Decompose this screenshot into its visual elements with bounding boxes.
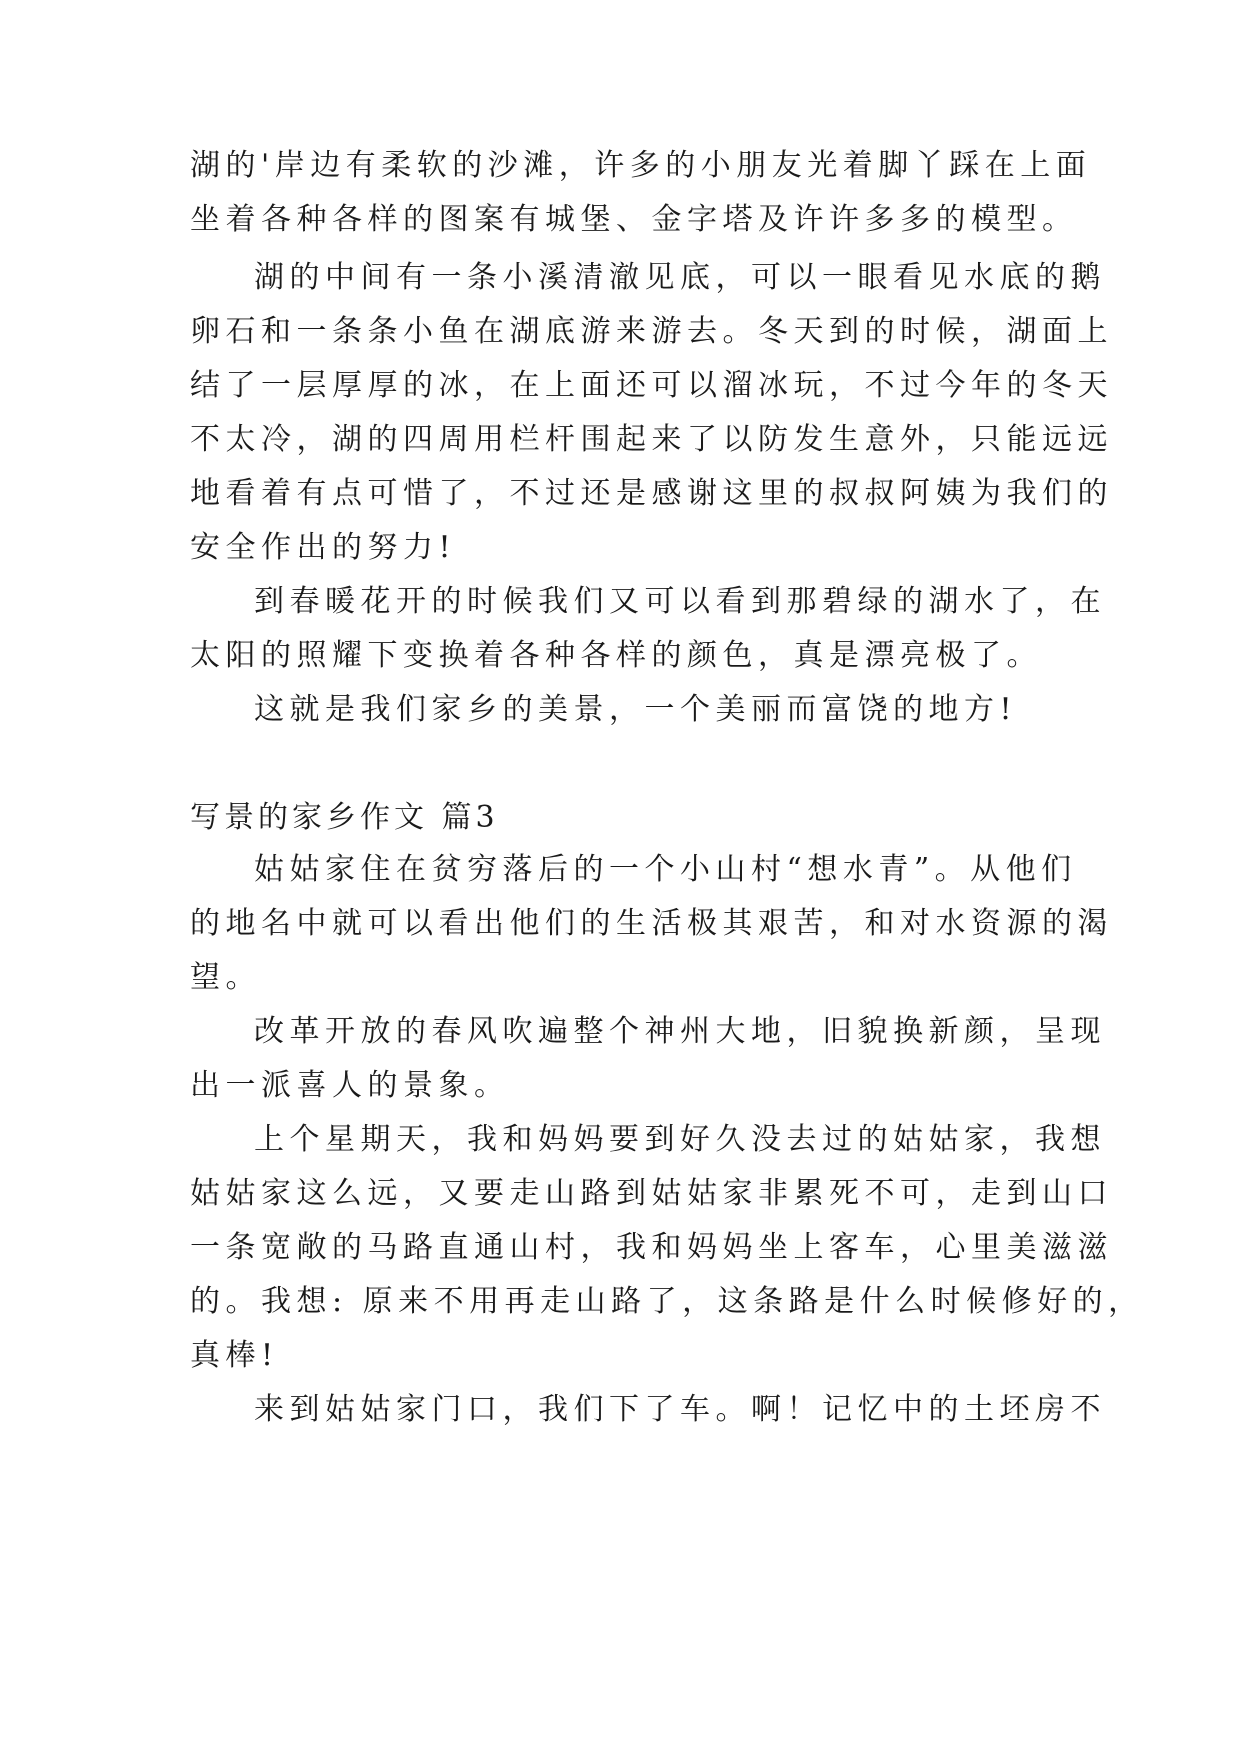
paragraph-start: 这就是我们家乡的美景，一个美丽而富饶的地方! bbox=[254, 692, 1018, 727]
text-line: 的。我想: 原来不用再走山路了，这条路是什么时候修好的， bbox=[190, 1284, 1144, 1319]
text-line: 湖的'岸边有柔软的沙滩，许多的小朋友光着脚丫踩在上面 bbox=[190, 148, 1092, 183]
text-line: 安全作出的努力! bbox=[190, 530, 457, 565]
section-heading: 写景的家乡作文 篇3 bbox=[190, 800, 499, 835]
text-line: 姑姑家这么远，又要走山路到姑姑家非累死不可，走到山口 bbox=[190, 1176, 1113, 1211]
text-line: 卵石和一条条小鱼在湖底游来游去。冬天到的时候，湖面上 bbox=[190, 314, 1113, 349]
text-line: 一条宽敞的马路直通山村，我和妈妈坐上客车，心里美滋滋 bbox=[190, 1230, 1113, 1265]
text-line: 坐着各种各样的图案有城堡、金字塔及许许多多的模型。 bbox=[190, 202, 1078, 237]
paragraph-start: 到春暖花开的时候我们又可以看到那碧绿的湖水了，在 bbox=[254, 584, 1106, 619]
text-line: 不太冷，湖的四周用栏杆围起来了以防发生意外，只能远远 bbox=[190, 422, 1113, 457]
text-line: 出一派喜人的景象。 bbox=[190, 1068, 510, 1103]
text-line: 望。 bbox=[190, 960, 261, 995]
text-line: 地看着有点可惜了，不过还是感谢这里的叔叔阿姨为我们的 bbox=[190, 476, 1113, 511]
text-line: 的地名中就可以看出他们的生活极其艰苦，和对水资源的渴 bbox=[190, 906, 1113, 941]
paragraph-start: 湖的中间有一条小溪清澈见底，可以一眼看见水底的鹅 bbox=[254, 260, 1106, 295]
text-line: 太阳的照耀下变换着各种各样的颜色，真是漂亮极了。 bbox=[190, 638, 1042, 673]
paragraph-start: 来到姑姑家门口，我们下了车。啊！记忆中的土坯房不 bbox=[254, 1392, 1106, 1427]
paragraph-start: 改革开放的春风吹遍整个神州大地，旧貌换新颜，呈现 bbox=[254, 1014, 1106, 1049]
text-line: 真棒! bbox=[190, 1338, 279, 1373]
text-line: 结了一层厚厚的冰，在上面还可以溜冰玩，不过今年的冬天 bbox=[190, 368, 1113, 403]
paragraph-start: 上个星期天，我和妈妈要到好久没去过的姑姑家，我想 bbox=[254, 1122, 1106, 1157]
paragraph-start: 姑姑家住在贫穷落后的一个小山村“想水青”。从他们 bbox=[254, 852, 1077, 887]
